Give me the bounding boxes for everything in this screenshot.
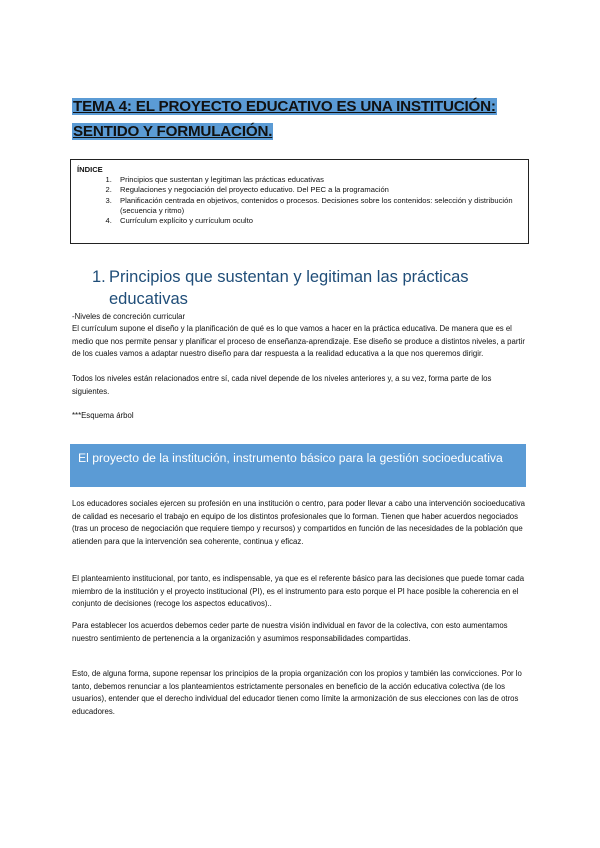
index-item: 1. Principios que sustentan y legitiman las prácticas educativas <box>114 175 522 185</box>
section-1-heading <box>92 266 532 310</box>
index-list <box>77 175 522 226</box>
section-1-paragraph-1: El currículum supone el diseño y la planificación de qué es lo que vamos a hacer en la práctica educativa. De manera que es el medio que nos permite pensar y planificar el proceso de enseñanza-aprendizaje. Ese diseño se produce a distintos niveles, a partir de los cuales vamos a adaptar nuestro diseño para dar respuesta a la realidad educativa a la que nos queremos dirigir. <box>72 324 525 359</box>
section-1-note: ***Esquema árbol <box>72 411 134 420</box>
section-1-number: 1. <box>92 268 106 286</box>
section-2-paragraph: El planteamiento institucional, por tanto, es indispensable, ya que es el referente básico para las decisiones que puede tomar cada miembro de la institución y el proyecto institucional (PI), es el instrumento para esto porque el PI hace posible la coherencia en el conjunto de decisiones (recoge los aspectos educativos).. <box>72 574 525 609</box>
index-item: 4. Currículum explícito y currículum oculto <box>114 216 522 226</box>
title-line-2: SENTIDO Y FORMULACIÓN. <box>73 123 273 140</box>
section-2-paragraph: Esto, de alguna forma, supone repensar los principios de la propia organización con los propios y también las convicciones. Por lo tanto, debemos renunciar a los planteamientos estrictamente personales en beneficio de la acción educativa colectiva (de los usuarios), entender que el derecho individual del educador tienen como límite la armonización de sus elecciones con las de otros educadores. <box>72 669 522 716</box>
section-2-banner: El proyecto de la institución, instrumento básico para la gestión socioeducativa <box>70 444 526 487</box>
section-1-paragraph-2: Todos los niveles están relacionados entre sí, cada nivel depende de los niveles anteriores y, a su vez, forma parte de los siguientes. <box>72 374 492 396</box>
index-item: 3. Planificación centrada en objetivos, contenidos o procesos. Decisiones sobre los contenidos: selección y distribución (secuencia y ritmo) <box>114 196 522 216</box>
index-box <box>70 159 529 244</box>
index-item: 2. Regulaciones y negociación del proyecto educativo. Del PEC a la programación <box>114 185 522 195</box>
section-1-subheading: -Niveles de concreción curricular <box>72 312 186 321</box>
section-2-paragraph: Para establecer los acuerdos debemos ceder parte de nuestra visión individual en favor de la colectiva, con esto aumentamos nuestro sentimiento de pertenencia a la organización y asumimos responsabilidades compartidas. <box>72 621 508 643</box>
section-1-title: Principios que sustentan y legitiman las prácticas educativas <box>109 268 469 308</box>
title-line-1: TEMA 4: EL PROYECTO EDUCATIVO ES UNA INSTITUCIÓN: <box>73 98 496 115</box>
index-heading: ÍNDICE <box>77 165 103 174</box>
section-2-paragraph: Los educadores sociales ejercen su profesión en una institución o centro, para poder llevar a cabo una intervención socioeducativa de calidad es necesario el trabajo en equipo de los distintos profesionales que lo forman. Tienen que haber acuerdos negociados (tras un proceso de negociación que requiere tiempo y recursos) y compartidos en función de las necesidades de la población que atienden para que la intervención sea coherente, continua y eficaz. <box>72 499 525 546</box>
document-title <box>72 94 532 144</box>
